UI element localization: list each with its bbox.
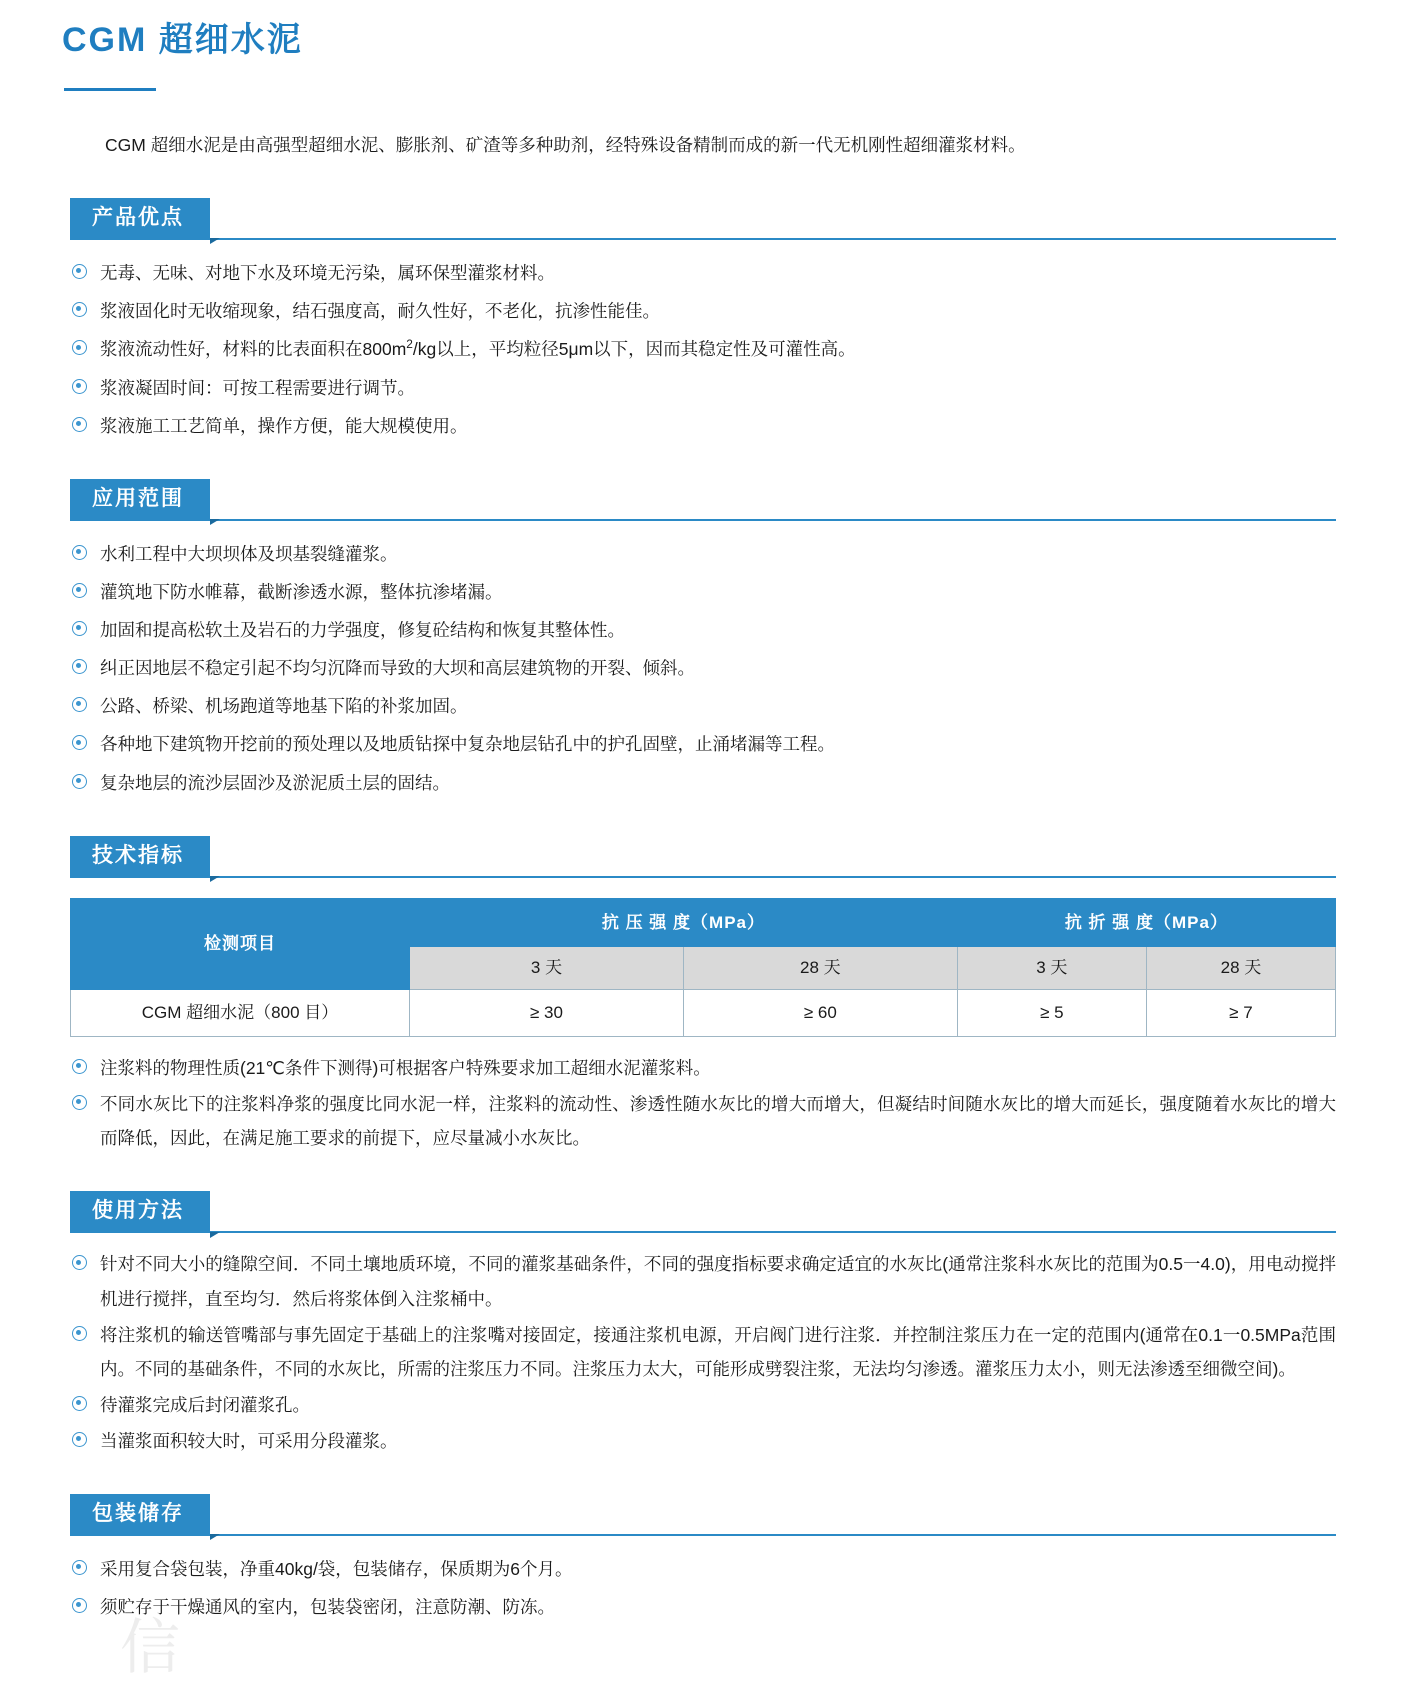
list-item (70, 575, 1336, 609)
section-header-usage (70, 1191, 1336, 1233)
table-cell-product-name: CGM 超细水泥（800 目） (71, 990, 410, 1037)
packaging-list (70, 1552, 1336, 1624)
circle-bullet-icon (72, 545, 87, 560)
circle-bullet-icon (72, 417, 87, 432)
list-item-text: 浆液施工工艺简单，操作方便，能大规模使用。 (100, 415, 468, 436)
product-datasheet-page (0, 18, 1406, 1682)
circle-bullet-icon (72, 659, 87, 674)
circle-bullet-icon (72, 621, 87, 636)
list-item (70, 651, 1336, 685)
circle-bullet-icon (72, 735, 87, 750)
list-item (70, 1247, 1336, 1315)
usage-list (70, 1247, 1336, 1458)
circle-bullet-icon (72, 264, 87, 279)
list-item-text: 公路、桥梁、机场跑道等地基下陷的补浆加固。 (100, 696, 468, 717)
page-watermark: 信 (120, 1615, 180, 1682)
section-title-specifications: 技术指标 (70, 836, 210, 876)
list-item (70, 727, 1336, 761)
list-item-text: 将注浆机的输送管嘴部与事先固定于基础上的注浆嘴对接固定，接通注浆机电源，开启阀门进行注浆．并控制注浆压力在一定的范围内(通常在0.1一0.5MPa范围内。不同的基础条件，不同的水灰比，所需的注浆压力不同。注浆压力太大，可能形成劈裂注浆，无法均匀渗透。灌浆压力太小，则无法渗透至细微空间)。 (100, 1324, 1336, 1379)
title-underline (64, 88, 156, 91)
specifications-table-wrapper (70, 898, 1336, 1037)
section-title-usage: 使用方法 (70, 1191, 210, 1231)
list-item (70, 537, 1336, 571)
list-item-text: 纠正因地层不稳定引起不均匀沉降而导致的大坝和高层建筑物的开裂、倾斜。 (100, 658, 695, 679)
list-item (70, 409, 1336, 443)
list-item-text: 各种地下建筑物开挖前的预处理以及地质钻探中复杂地层钻孔中的护孔固壁，止涌堵漏等工程。 (100, 734, 835, 755)
list-item (70, 332, 1336, 366)
list-item (70, 689, 1336, 723)
advantages-list (70, 256, 1336, 443)
list-item (70, 1552, 1336, 1586)
section-rule (70, 519, 1336, 521)
list-item-text: 浆液固化时无收缩现象，结石强度高，耐久性好，不老化，抗渗性能佳。 (100, 301, 660, 322)
circle-bullet-icon (72, 302, 87, 317)
section-advantages (0, 198, 1406, 443)
circle-bullet-icon (72, 697, 87, 712)
circle-bullet-icon (72, 1059, 87, 1074)
list-item (70, 766, 1336, 800)
list-item-text: 浆液凝固时间：可按工程需要进行调节。 (100, 377, 415, 398)
section-header-advantages (70, 198, 1336, 240)
section-usage (0, 1191, 1406, 1458)
superscript-exponent: 2 (406, 337, 413, 352)
intro-paragraph: CGM 超细水泥是由高强型超细水泥、膨胀剂、矿渣等多种助剂，经特殊设备精制而成的新一代无机刚性超细灌浆材料。 (105, 134, 1026, 155)
list-item (70, 294, 1336, 328)
section-rule (70, 876, 1336, 878)
note-text: 不同水灰比下的注浆料净浆的强度比同水泥一样，注浆料的流动性、渗透性随水灰比的增大而增大，但凝结时间随水灰比的增大而延长，强度随着水灰比的增大而降低，因此，在满足施工要求的前提下，应尽量减小水灰比。 (100, 1094, 1336, 1149)
table-row (71, 990, 1336, 1037)
list-item-text: 复杂地层的流沙层固沙及淤泥质土层的固结。 (100, 772, 450, 793)
circle-bullet-icon (72, 583, 87, 598)
section-rule (70, 1534, 1336, 1536)
list-item-text: 须贮存于干燥通风的室内，包装袋密闭，注意防潮、防冻。 (100, 1597, 555, 1618)
list-item (70, 256, 1336, 290)
circle-bullet-icon (72, 1560, 87, 1575)
section-applications (0, 479, 1406, 800)
list-item-text: 灌筑地下防水帷幕，截断渗透水源，整体抗渗堵漏。 (100, 581, 503, 602)
table-body (71, 990, 1336, 1037)
circle-bullet-icon (72, 1326, 87, 1341)
table-subheader-cell: 28 天 (683, 947, 957, 990)
note-text: 注浆料的物理性质(21℃条件下测得)可根据客户特殊要求加工超细水泥灌浆料。 (100, 1058, 711, 1079)
list-item-text: 无毒、无味、对地下水及环境无污染，属环保型灌浆材料。 (100, 263, 555, 284)
table-cell-value: ≥ 60 (683, 990, 957, 1037)
table-header-row (71, 898, 1336, 947)
list-item-text-before: 浆液流动性好，材料的比表面积在800m (100, 339, 407, 360)
section-packaging (0, 1494, 1406, 1624)
section-title-packaging: 包装储存 (70, 1494, 210, 1534)
section-specifications (0, 836, 1406, 1156)
section-header-applications (70, 479, 1336, 521)
list-item (70, 1318, 1336, 1386)
section-header-specifications (70, 836, 1336, 878)
list-item-text: 加固和提高松软土及岩石的力学强度，修复砼结构和恢复其整体性。 (100, 620, 625, 641)
list-item (70, 1388, 1336, 1422)
section-title-advantages: 产品优点 (70, 198, 210, 238)
circle-bullet-icon (72, 379, 87, 394)
circle-bullet-icon (72, 340, 87, 355)
list-item-text: 当灌浆面积较大时，可采用分段灌浆。 (100, 1431, 398, 1452)
section-title-applications: 应用范围 (70, 479, 210, 519)
section-rule (70, 1231, 1336, 1233)
circle-bullet-icon (72, 774, 87, 789)
list-item (70, 1424, 1336, 1458)
specifications-notes (70, 1051, 1336, 1155)
applications-list (70, 537, 1336, 800)
table-cell-value: ≥ 30 (410, 990, 684, 1037)
list-item-text: 水利工程中大坝坝体及坝基裂缝灌浆。 (100, 543, 398, 564)
section-header-packaging (70, 1494, 1336, 1536)
table-subheader-cell: 3 天 (410, 947, 684, 990)
list-item-text: 针对不同大小的缝隙空间．不同土壤地质环境，不同的灌浆基础条件，不同的强度指标要求确定适宜的水灰比(通常注浆科水灰比的范围为0.5一4.0)，用电动搅拌机进行搅拌，直至均匀．然后将浆体倒入注浆桶中。 (100, 1254, 1336, 1309)
list-item-text-after: /kg以上，平均粒径5μm以下，因而其稳定性及可灌性高。 (412, 339, 856, 360)
table-cell-value: ≥ 7 (1146, 990, 1335, 1037)
list-item (70, 613, 1336, 647)
list-item (70, 1051, 1336, 1085)
page-title: CGM 超细水泥 (62, 21, 303, 59)
circle-bullet-icon (72, 1598, 87, 1613)
table-head (71, 898, 1336, 990)
table-header-cell-flexural: 抗 折 强 度（MPa） (957, 898, 1335, 947)
list-item (70, 1590, 1336, 1624)
circle-bullet-icon (72, 1432, 87, 1447)
table-cell-value: ≥ 5 (957, 990, 1146, 1037)
section-rule (70, 238, 1336, 240)
specifications-table (70, 898, 1336, 1037)
table-subheader-cell: 28 天 (1146, 947, 1335, 990)
list-item (70, 371, 1336, 405)
list-item-text: 待灌浆完成后封闭灌浆孔。 (100, 1394, 310, 1415)
circle-bullet-icon (72, 1255, 87, 1270)
table-header-cell-compressive: 抗 压 强 度（MPa） (410, 898, 958, 947)
table-header-cell-item: 检测项目 (71, 898, 410, 990)
list-item-text: 采用复合袋包装，净重40kg/袋，包装储存，保质期为6个月。 (100, 1559, 573, 1580)
list-item (70, 1087, 1336, 1155)
table-subheader-cell: 3 天 (957, 947, 1146, 990)
circle-bullet-icon (72, 1095, 87, 1110)
circle-bullet-icon (72, 1396, 87, 1411)
